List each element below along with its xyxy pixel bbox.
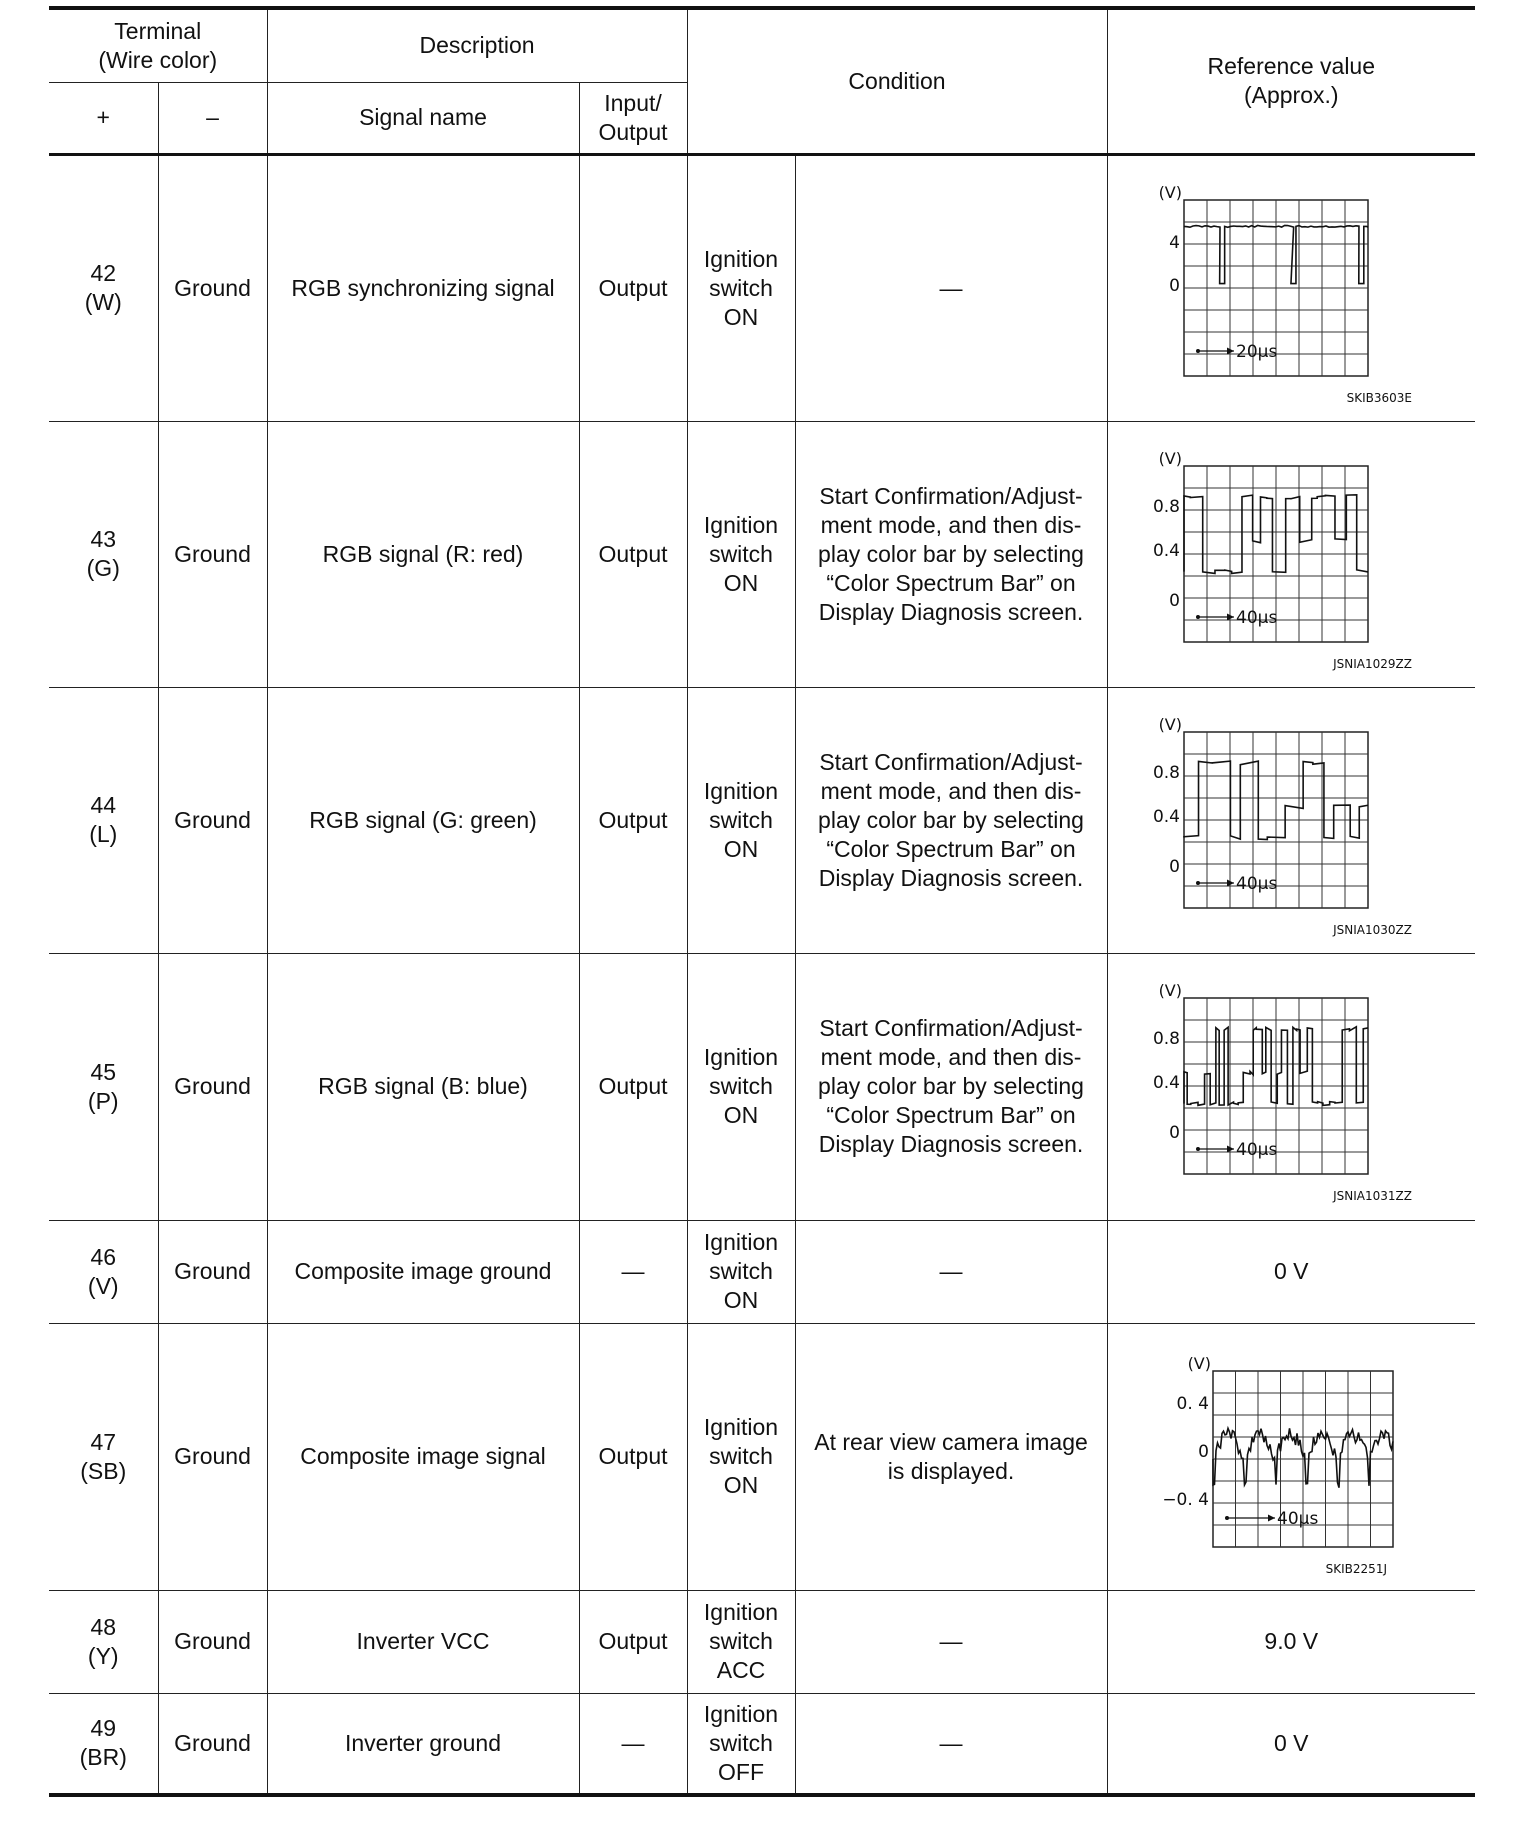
y-axis-tick-label: 0 [1168,590,1180,611]
time-division-label: 40µs [1235,1140,1277,1160]
terminal-cell: 49 (BR) [49,1693,158,1795]
input-output-cell: Output [579,421,687,687]
figure-code: SKIB3603E [1346,390,1412,405]
oscilloscope-waveform [1108,954,1476,1219]
time-division-label: 40µs [1235,873,1277,894]
minus-cell: Ground [158,1220,267,1323]
terminal-cell: 45 (P) [49,953,158,1220]
condition-cell: — [795,1693,1107,1795]
y-axis-tick-label: 0 [1197,1442,1209,1462]
ignition-cell: Ignition switch ON [687,154,795,421]
time-division-label: 40µs [1235,607,1277,628]
input-output-cell: Output [579,154,687,421]
y-unit-label: (V) [1158,981,1182,1000]
figure-code: JSNIA1030ZZ [1332,922,1412,937]
header-description: Description [267,8,687,82]
signal-name-cell: Composite image ground [267,1220,579,1323]
ignition-cell: Ignition switch ACC [687,1590,795,1693]
figure-code: SKIB2251J [1325,1562,1387,1576]
minus-cell: Ground [158,687,267,953]
table-row [49,1693,1475,1795]
signal-name-cell: RGB signal (G: green) [267,687,579,953]
y-axis-tick-label: 0. 4 [1176,1394,1209,1414]
table-row [49,1323,1475,1590]
reference-waveform-cell [1107,421,1475,687]
input-output-cell: Output [579,1323,687,1590]
input-output-cell: — [579,1220,687,1323]
terminal-cell: 47 (SB) [49,1323,158,1590]
y-unit-label: (V) [1158,182,1182,202]
ignition-cell: Ignition switch ON [687,1323,795,1590]
y-axis-tick-label: 0 [1168,856,1180,877]
table-row [49,953,1475,1220]
y-axis-tick-label: 0 [1168,1123,1180,1143]
reference-value-cell: 0 V [1107,1693,1475,1795]
minus-cell: Ground [158,1323,267,1590]
oscilloscope-waveform [1108,156,1476,421]
table-row [49,1220,1475,1323]
reference-waveform-cell [1107,1323,1475,1590]
y-axis-tick-label: 4 [1168,232,1180,253]
signal-name-cell: Inverter ground [267,1693,579,1795]
reference-table [49,6,1475,1797]
y-axis-tick-label: 0.4 [1152,806,1180,827]
y-axis-tick-label: 0.8 [1152,762,1180,783]
condition-cell: At rear view camera image is displayed. [795,1323,1107,1590]
header-terminal: Terminal (Wire color) [49,8,267,82]
table-row [49,687,1475,953]
ignition-cell: Ignition switch ON [687,687,795,953]
minus-cell: Ground [158,421,267,687]
table-row [49,1590,1475,1693]
signal-name-cell: RGB synchronizing signal [267,154,579,421]
terminal-cell: 43 (G) [49,421,158,687]
reference-waveform-cell [1107,154,1475,421]
terminal-cell: 46 (V) [49,1220,158,1323]
oscilloscope-waveform [1108,1324,1476,1589]
y-axis-tick-label: 0.8 [1152,496,1180,517]
time-division-label: 40µs [1276,1509,1318,1529]
minus-cell: Ground [158,1693,267,1795]
signal-name-cell: Inverter VCC [267,1590,579,1693]
oscilloscope-waveform [1108,422,1476,687]
ignition-cell: Ignition switch ON [687,1220,795,1323]
minus-cell: Ground [158,1590,267,1693]
y-axis-tick-label: −0. 4 [1161,1490,1209,1510]
terminal-cell: 42 (W) [49,154,158,421]
ignition-cell: Ignition switch OFF [687,1693,795,1795]
condition-cell: Start Confirmation/Adjust- ment mode, and then dis- play color bar by selecting “Color Spectrum Bar” on Display Diagnosis screen. [795,421,1107,687]
input-output-cell: Output [579,687,687,953]
y-axis-tick-label: 0 [1168,275,1180,296]
figure-code: JSNIA1029ZZ [1332,656,1412,671]
reference-value-cell: 9.0 V [1107,1590,1475,1693]
figure-code: JSNIA1031ZZ [1332,1189,1412,1203]
y-axis-tick-label: 0.4 [1152,1073,1180,1093]
signal-name-cell: RGB signal (B: blue) [267,953,579,1220]
condition-cell: — [795,1220,1107,1323]
header-input-output: Input/ Output [579,82,687,154]
condition-cell: Start Confirmation/Adjust- ment mode, and then dis- play color bar by selecting “Color Spectrum Bar” on Display Diagnosis screen. [795,687,1107,953]
header-signal-name: Signal name [267,82,579,154]
header-plus: + [49,82,158,154]
input-output-cell: — [579,1693,687,1795]
condition-cell: — [795,1590,1107,1693]
y-axis-tick-label: 0.8 [1152,1029,1180,1049]
condition-cell: Start Confirmation/Adjust- ment mode, and then dis- play color bar by selecting “Color Spectrum Bar” on Display Diagnosis screen. [795,953,1107,1220]
reference-waveform-cell [1107,687,1475,953]
terminal-cell: 48 (Y) [49,1590,158,1693]
minus-cell: Ground [158,154,267,421]
minus-cell: Ground [158,953,267,1220]
signal-name-cell: RGB signal (R: red) [267,421,579,687]
oscilloscope-waveform [1108,688,1476,953]
table-row [49,421,1475,687]
y-unit-label: (V) [1158,448,1182,468]
input-output-cell: Output [579,1590,687,1693]
condition-cell: — [795,154,1107,421]
header-minus: – [158,82,267,154]
y-unit-label: (V) [1158,714,1182,734]
signal-name-cell: Composite image signal [267,1323,579,1590]
ignition-cell: Ignition switch ON [687,421,795,687]
header-reference-value: Reference value (Approx.) [1107,8,1475,154]
terminal-cell: 44 (L) [49,687,158,953]
ignition-cell: Ignition switch ON [687,953,795,1220]
reference-value-cell: 0 V [1107,1220,1475,1323]
reference-waveform-cell [1107,953,1475,1220]
table-row [49,154,1475,421]
y-axis-tick-label: 0.4 [1152,540,1180,561]
y-unit-label: (V) [1187,1354,1211,1373]
header-condition: Condition [687,8,1107,154]
input-output-cell: Output [579,953,687,1220]
time-division-label: 20µs [1235,341,1277,362]
